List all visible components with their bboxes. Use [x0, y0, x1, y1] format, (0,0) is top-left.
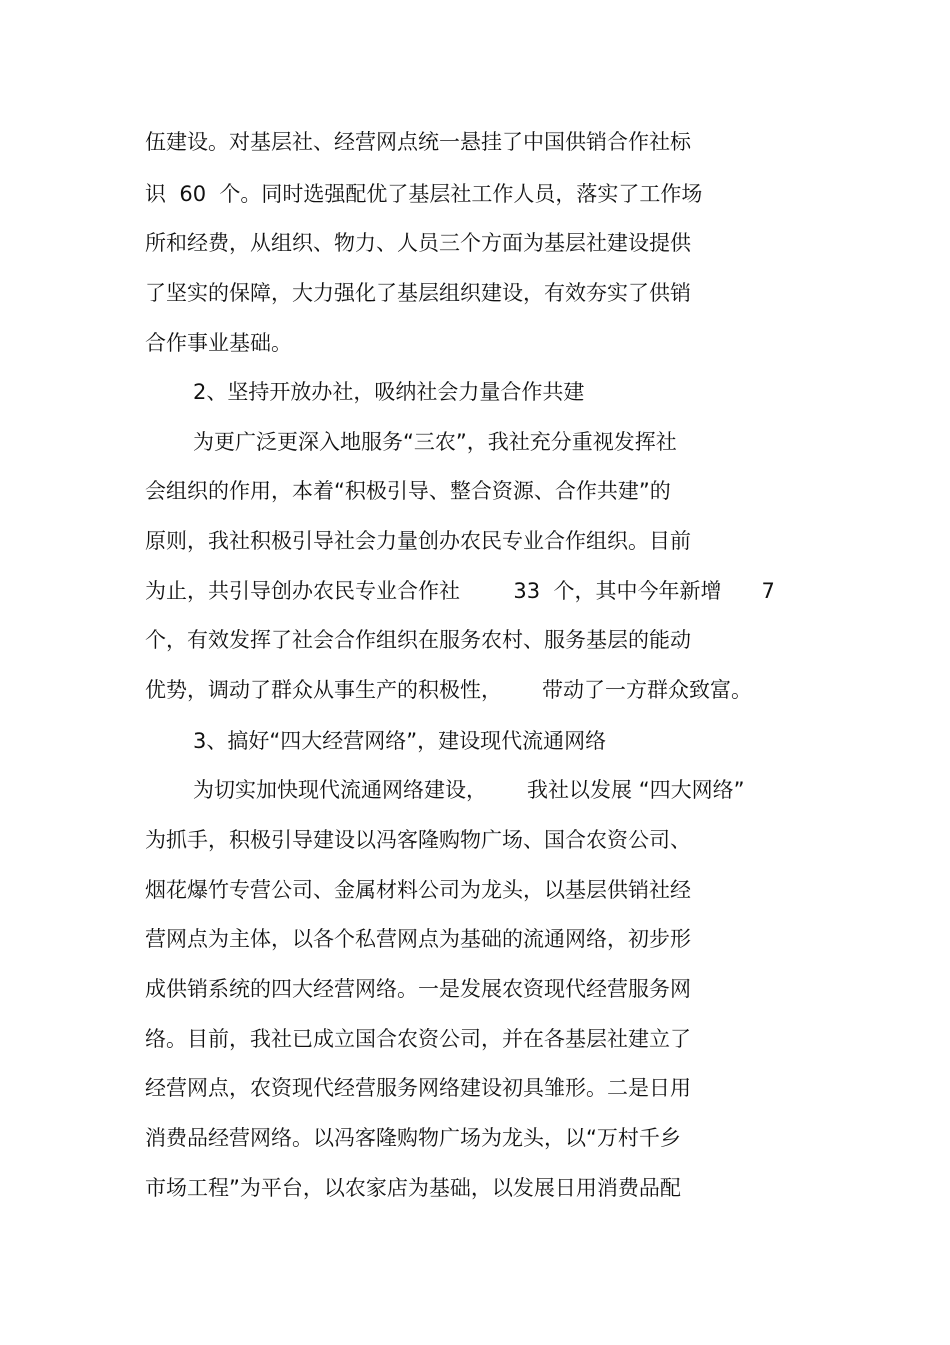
section-heading: 3、搞好“四大经营网络”，建设现代流通网络 — [193, 729, 607, 753]
text-line: 市场工程”为平台，以农家店为基础，以发展日用消费品配 — [145, 1176, 681, 1200]
text-line: 络。目前，我社已成立国合农资公司，并在各基层社建立了 — [145, 1027, 691, 1051]
text-line: 优势，调动了群众从事生产的积极性， 带动了一方群众致富。 — [145, 678, 753, 702]
text-line: 烟花爆竹专营公司、金属材料公司为龙头，以基层供销社经 — [145, 878, 691, 902]
text-line: 个，有效发挥了社会合作组织在服务农村、服务基层的能动 — [145, 628, 691, 652]
text-line: 经营网点，农资现代经营服务网络建设初具雏形。二是日用 — [145, 1076, 691, 1100]
text-line: 合作事业基础。 — [145, 331, 292, 355]
text-line: 成供销系统的四大经营网络。一是发展农资现代经营服务网 — [145, 977, 691, 1001]
section-heading: 2、坚持开放办社，吸纳社会力量合作共建 — [193, 380, 585, 404]
text-line: 营网点为主体，以各个私营网点为基础的流通网络，初步形 — [145, 927, 691, 951]
text-line: 原则，我社积极引导社会力量创办农民专业合作组织。目前 — [145, 529, 691, 553]
text-line: 会组织的作用，本着“积极引导、整合资源、合作共建”的 — [145, 479, 671, 503]
text-line: 为切实加快现代流通网络建设， 我社以发展 “四大网络” — [193, 778, 745, 802]
text-line: 识 60 个。同时选强配优了基层社工作人员，落实了工作场 — [145, 182, 703, 206]
text-line: 为更广泛更深入地服务“三农”，我社充分重视发挥社 — [193, 430, 677, 454]
text-line: 了坚实的保障，大力强化了基层组织建设，有效夯实了供销 — [145, 281, 691, 305]
text-line: 消费品经营网络。以冯客隆购物广场为龙头，以“万村千乡 — [145, 1126, 681, 1150]
text-line: 为止，共引导创办农民专业合作社 33 个，其中今年新增 7 — [145, 579, 775, 603]
text-line: 伍建设。对基层社、经营网点统一悬挂了中国供销合作社标 — [145, 130, 691, 154]
text-line: 为抓手，积极引导建设以冯客隆购物广场、国合农资公司、 — [145, 828, 691, 852]
text-line: 所和经费，从组织、物力、人员三个方面为基层社建设提供 — [145, 231, 691, 255]
